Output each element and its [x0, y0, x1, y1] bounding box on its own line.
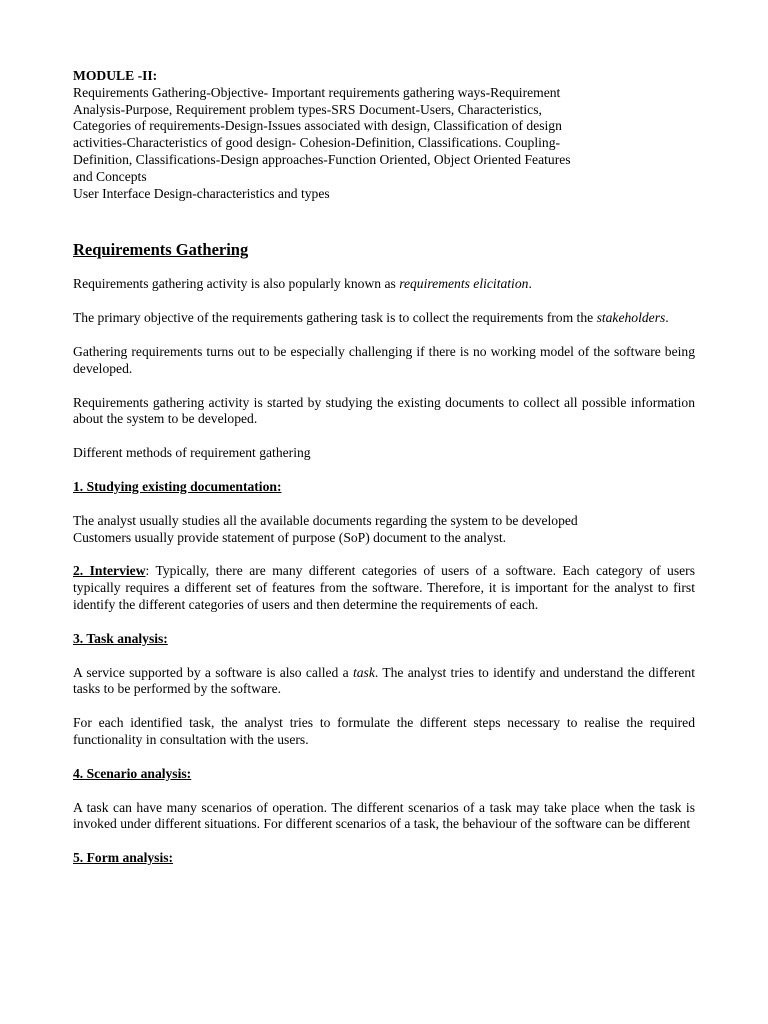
- module-line-3: Categories of requirements-Design-Issues associated with design, Classification of design: [73, 118, 562, 134]
- interview-text: : Typically, there are many different categories of users of a software. Each category of users typically requires a different set of features from the software. Therefore, it is important for the analyst to first identify the different categories of users and then determine the requirements of each.: [73, 563, 695, 612]
- module-line-2: Analysis-Purpose, Requirement problem types-SRS Document-Users, Characteristics,: [73, 101, 542, 117]
- paragraph-end: . The analyst tries to identify and understand the different tasks to be performed by the software.: [73, 664, 695, 697]
- subheading-text: 4. Scenario analysis:: [73, 765, 192, 781]
- paragraph-text: The primary objective of the requirements gathering task is to collect the requirements from the: [73, 310, 597, 326]
- method-3-body-2: For each identified task, the analyst tries to formulate the different steps necessary to realise the required functionality in consultation with the users.: [73, 715, 695, 747]
- module-line-5: Definition, Classifications-Design approaches-Function Oriented, Object Oriented Features: [73, 151, 571, 167]
- subheading-text: 3. Task analysis:: [73, 630, 168, 646]
- method-3-heading: [73, 631, 695, 648]
- method-3-body-1: [73, 665, 695, 699]
- module-title: MODULE -II:: [73, 68, 158, 83]
- module-line-1: Requirements Gathering-Objective- Important requirements gathering ways-Requirement: [73, 84, 561, 100]
- paragraph-elicitation: [73, 276, 695, 293]
- method-4-heading: [73, 766, 695, 783]
- method-2-interview: [73, 563, 695, 613]
- module-line-6: and Concepts: [73, 168, 147, 184]
- method-4-body: A task can have many scenarios of operation. The different scenarios of a task may take place when the task is invoked under different situations. For different scenarios of a task, the behaviour of the software can be different: [73, 799, 695, 832]
- document-page: [73, 68, 695, 867]
- paragraph-objective: [73, 310, 695, 327]
- paragraph-text: A service supported by a software is also called a: [73, 664, 353, 680]
- subheading-text: 1. Studying existing documentation:: [73, 478, 282, 494]
- section-heading: Requirements Gathering: [73, 240, 249, 260]
- paragraph-end: .: [665, 310, 669, 326]
- method-5-heading: [73, 850, 695, 867]
- paragraph-text: Requirements gathering activity is also popularly known as: [73, 276, 400, 292]
- emphasis-term: stakeholders: [596, 310, 666, 326]
- paragraph-methods-intro: Different methods of requirement gathering: [73, 445, 311, 461]
- paragraph-end: .: [528, 276, 532, 292]
- subheading-text: 5. Form analysis:: [73, 850, 174, 866]
- method-1-heading: [73, 479, 695, 496]
- method-1-body: [73, 513, 695, 547]
- method-1-line-2: Customers usually provide statement of purpose (SoP) document to the analyst.: [73, 529, 507, 545]
- emphasis-term: requirements elicitation: [399, 276, 529, 292]
- method-1-line-1: The analyst usually studies all the available documents regarding the system to be developed: [73, 512, 578, 528]
- module-line-4: activities-Characteristics of good design- Cohesion-Definition, Classifications. Coupling-: [73, 135, 561, 151]
- paragraph-challenge: Gathering requirements turns out to be especially challenging if there is no working model of the software being developed.: [73, 343, 695, 376]
- emphasis-term: task: [352, 664, 375, 680]
- module-line-7: User Interface Design-characteristics and types: [73, 185, 330, 201]
- paragraph-existing-docs: Requirements gathering activity is started by studying the existing documents to collect all possible information about the system to be developed.: [73, 394, 695, 427]
- interview-term: 2. Interview: [73, 563, 146, 579]
- module-block: [73, 68, 695, 202]
